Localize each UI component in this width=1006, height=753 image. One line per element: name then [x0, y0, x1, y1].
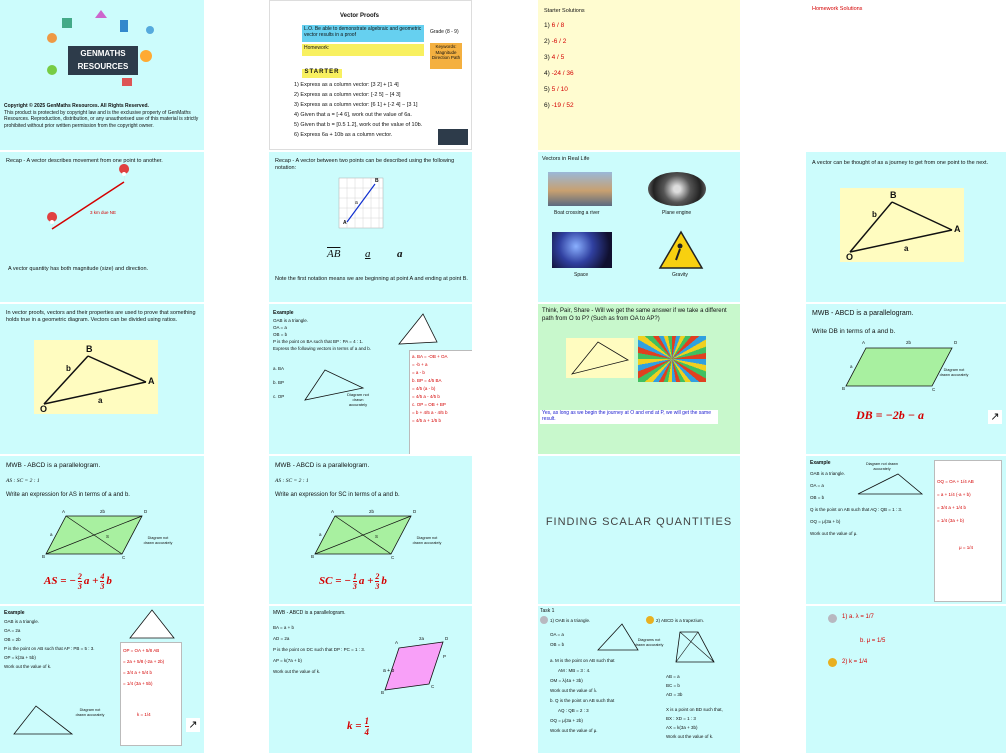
- sol-6-label: 6): [544, 102, 550, 109]
- mwb-sc-d1: 3: [352, 582, 357, 591]
- example1-line-3: OB = b: [273, 332, 288, 337]
- example1-line-4: P is the point on BA such that BP : PA = 4 : 1.: [273, 339, 364, 344]
- mwb-k-lhs: k =: [347, 719, 362, 732]
- copyright-body: This product is protected by copyright law and is the exclusive property of GenMaths Resources. Reproduction, distribution, or any unauthorised use of this material is strictly prohibited without prior written permission from the copyright owner.: [4, 110, 199, 129]
- mwb-k-diagram: [269, 606, 472, 753]
- ex2-ans-3: = 3/4 a + 1/4 b: [937, 505, 967, 510]
- slide-real-life: [538, 152, 740, 302]
- keywords-box: Keywords: Magnitude Direction Path: [430, 43, 462, 69]
- proofs-o: O: [40, 404, 48, 414]
- example3-line-5: OP = k(3a + 5b): [4, 655, 36, 660]
- journey-diagram: [806, 152, 1006, 302]
- starburst-image: [638, 336, 706, 382]
- task1-q1-1: 1) OAB is a triangle.: [550, 618, 591, 623]
- mwb-sc-label-vec-a: a: [319, 532, 322, 537]
- task1-q2-8: Work out the value of k.: [666, 734, 714, 739]
- task1-q1-2: OA = a: [550, 632, 564, 637]
- ex1-ans-4: b. BP = 4/5 BA: [412, 378, 442, 383]
- slide-recap-2: [269, 152, 472, 302]
- mwb-as-question: Write an expression for AS in terms of a and b.: [6, 492, 130, 498]
- task1-q2-6: BX : XD = 1 : 3: [666, 716, 696, 721]
- mwb-db-title: MWB - ABCD is a parallelogram.: [812, 310, 914, 317]
- lo-box: L.O. Be able to demonstrate algebraic and geometric vector results in a proof: [302, 25, 424, 42]
- mwb-k-label-d: D: [445, 636, 449, 641]
- sol-4-value: -24 / 36: [551, 70, 574, 77]
- mwb-sc-n2: 2: [375, 572, 380, 581]
- sol-5-value: 5 / 10: [551, 86, 568, 93]
- ex1-ans-5: = 4/5 (a - b): [412, 386, 436, 391]
- finding-scalar-title: FINDING SCALAR QUANTITIES: [545, 516, 733, 528]
- mwb-sc-label-2b: 2b: [369, 509, 375, 514]
- starter-q5: 5) Given that b = [0.5 1.2], work out the value of 10b.: [294, 122, 423, 128]
- mwb-as-answer: [44, 572, 112, 591]
- example2-answers: [934, 460, 1002, 602]
- notation-2: a: [365, 248, 371, 260]
- small-logo: [438, 129, 468, 145]
- real-life-4: Gravity: [672, 272, 688, 278]
- expand-arrow-icon[interactable]: ↗: [988, 410, 1002, 424]
- sol-4-label: 4): [544, 70, 550, 77]
- sol-3-value: 4 / 5: [551, 54, 565, 61]
- example1-answers: [409, 350, 472, 454]
- mwb-k-line-3: P is the point on DC such that DP : PC = 1 : 3.: [273, 647, 366, 652]
- example2-title: Example: [810, 460, 831, 466]
- copyright-title: Copyright © 2025 GenMaths Resources. All Rights Reserved.: [4, 103, 149, 109]
- example1-part-a: a. BA: [273, 366, 285, 371]
- task1-q2-3: BC = b: [666, 683, 680, 688]
- mwb-as-note: Diagram not drawn accurately: [143, 536, 173, 545]
- mwb-as-d1: 3: [77, 582, 82, 591]
- ex1-ans-9: = 4/5 a + 1/5 b: [412, 418, 442, 423]
- brand-name-2: RESOURCES: [77, 62, 129, 71]
- journey-vec-b: b: [872, 210, 877, 219]
- task1-q1-5: AM : MB = 3 : 4.: [558, 668, 591, 673]
- task1-q1-10: OQ = μ(3a + 2b): [550, 718, 583, 723]
- real-life-2: Plane engine: [662, 210, 692, 216]
- mwb-k-line-1: BA = a + b: [273, 625, 295, 630]
- mwb-k-label-2a: 2a: [419, 636, 425, 641]
- slide-journey: [806, 152, 1006, 302]
- mwb-as-ratio: AS : SC = 2 : 1: [6, 478, 40, 484]
- example3-note: Diagram not drawn accurately: [75, 708, 105, 717]
- task1-q1-11: Work out the value of μ.: [550, 728, 598, 733]
- title-text: Vector Proofs: [340, 13, 380, 19]
- example3-answers: [120, 642, 182, 746]
- task-sol-3: 2) k = 1/4: [842, 659, 868, 665]
- example2-line-1: OAB is a triangle.: [810, 471, 846, 476]
- example2-line-5: OQ = μ(3a + b): [810, 519, 841, 524]
- grade-label: Grade (8 - 9): [430, 29, 459, 35]
- homework-box: Homework:: [302, 44, 424, 56]
- ex3-ans-4: = 1/4 (3a + 5b): [123, 681, 153, 686]
- slide-task-1: [538, 606, 740, 753]
- mwb-as-n2: 4: [100, 572, 105, 581]
- sol-6-value: -19 / 52: [551, 102, 574, 109]
- proofs-b: B: [86, 344, 93, 354]
- starter-q3: 3) Express as a column vector: [6 1] + [-2 4] − [3 1]: [294, 102, 418, 108]
- recap2-label-b: B: [375, 178, 379, 184]
- task1-q1-3: OB = b: [550, 642, 565, 647]
- slide-mwb-sc: [269, 456, 472, 604]
- journey-a: A: [954, 224, 961, 234]
- ex1-ans-1: a. BA = -OB + OA: [412, 354, 448, 359]
- proofs-a: A: [148, 376, 155, 386]
- mwb-as-label-d: D: [144, 509, 148, 514]
- example2-line-2: OA = a: [810, 483, 824, 488]
- recap1-label: 3 km due NE: [90, 210, 117, 215]
- mwb-k-answer: [347, 716, 369, 737]
- slide-mwb-as: [0, 456, 204, 604]
- mwb-k-label-a: A: [395, 640, 399, 645]
- space-image: [552, 232, 612, 268]
- task-sol-1: 1) a. λ = 1/7: [842, 614, 874, 620]
- brand-logo: [68, 46, 138, 75]
- recap1-footer: A vector quantity has both magnitude (size) and direction.: [8, 266, 149, 272]
- mwb-as-label-s: S: [106, 534, 110, 539]
- sol-3-label: 3): [544, 54, 550, 61]
- ex1-ans-7: c. OP = OB + BP: [412, 402, 446, 407]
- slide-homework-solutions: [806, 0, 1006, 150]
- task1-q1-4: a. M is the point on AB such that: [550, 658, 615, 663]
- task-sol-2: b. μ = 1/5: [860, 638, 886, 644]
- think-pair-answer-text: Yes, as long as we begin the journey at O and end at P, we will get the same result.: [542, 410, 711, 423]
- homework-solutions-title: Homework Solutions: [812, 6, 863, 12]
- mwb-db-label-b: B: [842, 386, 846, 391]
- mwb-db-label-c: C: [932, 387, 936, 392]
- slide-proofs-intro: [0, 304, 204, 454]
- example2-line-4: Q is the point on AB such that AQ : QB = 1 : 3.: [810, 507, 903, 512]
- example1-part-c: c. OP: [273, 394, 285, 399]
- mwb-sc-ratio: AS : SC = 2 : 1: [275, 478, 309, 484]
- ex2-ans-2: = a + 1/4 (-a + b): [937, 492, 971, 497]
- mwb-db-question: Write DB in terms of a and b.: [812, 328, 896, 335]
- task1-q2-7: AX = k(3a + 3b): [666, 725, 698, 730]
- mwb-as-title: MWB - ABCD is a parallelogram.: [6, 462, 101, 469]
- mwb-sc-title: MWB - ABCD is a parallelogram.: [275, 462, 370, 469]
- ex3-ans-1: OP = OA + 5/8 AB: [123, 648, 160, 653]
- task1-title: Task 1: [540, 608, 555, 614]
- mwb-k-label-c: C: [431, 684, 435, 689]
- recap2-label-a: A: [343, 220, 347, 226]
- mwb-as-n1: 2: [77, 572, 82, 581]
- real-life-title: Vectors in Real Life: [542, 156, 590, 162]
- mwb-k-line-2: AD = 2a: [273, 636, 290, 641]
- sol-5-label: 5): [544, 86, 550, 93]
- journey-vec-a: a: [904, 244, 909, 253]
- mwb-db-diagram: [806, 304, 1006, 454]
- slide-starter-solutions: [538, 0, 740, 150]
- mwb-db-label-a: A: [862, 340, 866, 345]
- starter-q6: 6) Express 6a + 10b as a column vector.: [294, 132, 393, 138]
- think-pair-title: Think, Pair, Share - Will we get the same answer if we take a different path from O to P? (Such as from OA to AP?): [542, 308, 727, 322]
- slide-think-pair: [538, 304, 740, 454]
- slide-finding-scalar: [538, 456, 740, 604]
- mwb-sc-mid: a +: [358, 574, 374, 587]
- example1-part-b: b. BP: [273, 380, 285, 385]
- mwb-k-label-p: P: [443, 654, 447, 659]
- medal-gold-icon-2: [828, 658, 837, 667]
- real-life-1: Boat crossing a river: [554, 210, 600, 216]
- mwb-k-title: MWB - ABCD is a parallelogram.: [273, 610, 346, 616]
- ex3-ans-2: = 2a + 5/8 (-2a + 2b): [123, 659, 165, 664]
- example1-title: Example: [273, 310, 294, 316]
- medal-gold-icon: [646, 616, 654, 624]
- notation-3: a: [397, 248, 403, 260]
- journey-o: O: [846, 252, 854, 262]
- starter-solutions-title: Starter Solutions: [544, 8, 585, 14]
- ex3-ans-5: k = 1/4: [137, 712, 151, 717]
- mwb-sc-question: Write an expression for SC in terms of a and b.: [275, 492, 400, 498]
- mwb-db-answer: DB = −2b − a: [856, 408, 925, 422]
- slide-title: [269, 0, 472, 150]
- sol-1-label: 1): [544, 22, 550, 29]
- mwb-k-label-apb: a + b: [383, 668, 395, 674]
- engine-image: [648, 172, 706, 206]
- task1-note: Diagrams not drawn accurately: [634, 638, 664, 647]
- slide-example-1: [269, 304, 472, 454]
- example1-line-1: OAB is a triangle.: [273, 318, 309, 323]
- example3-line-4: P is the point on AB such that AP : PB = 5 : 3.: [4, 646, 95, 651]
- mwb-as-end: b: [106, 574, 112, 587]
- boat-image: [548, 172, 612, 206]
- mwb-db-label-2b: 2b: [906, 340, 912, 345]
- mwb-as-label-b: B: [42, 554, 46, 559]
- ex1-ans-3: = a - b: [412, 370, 425, 375]
- example2-line-6: Work out the value of μ.: [810, 531, 858, 536]
- mwb-as-label-2b: 2b: [100, 509, 106, 514]
- mwb-k-n: 1: [364, 716, 370, 726]
- mwb-as-lhs: AS = −: [44, 574, 76, 587]
- recap1-diagram: [0, 152, 204, 252]
- mwb-db-label-vec-a: a: [850, 364, 853, 369]
- starter-q2: 2) Express as a column vector: [-2 5] − [4 3]: [294, 92, 401, 98]
- ex1-ans-8: = b + 4/5 a - 4/5 b: [412, 410, 448, 415]
- mwb-sc-end: b: [381, 574, 387, 587]
- ex3-ans-3: = 3/4 a + 5/4 b: [123, 670, 153, 675]
- example1-line-5: Express the following vectors in terms of a and b.: [273, 346, 372, 351]
- sol-1-value: 6 / 8: [551, 22, 565, 29]
- mwb-sc-note: Diagram not drawn accurately: [412, 536, 442, 545]
- mwb-sc-answer: [319, 572, 387, 591]
- task1-q1-7: Work out the value of λ.: [550, 688, 598, 693]
- mwb-sc-label-a: A: [331, 509, 335, 514]
- slide-brand: [0, 0, 204, 150]
- mwb-as-label-vec-a: a: [50, 532, 53, 537]
- mwb-sc-label-s: S: [375, 534, 379, 539]
- task1-q1-8: b. Q is the point on AB such that: [550, 698, 615, 703]
- mwb-as-mid: a +: [83, 574, 99, 587]
- ex1-ans-2: = -b + a: [412, 362, 428, 367]
- example1-line-2: OA = a: [273, 325, 287, 330]
- journey-title: A vector can be thought of as a journey to get from one point to the next.: [812, 160, 989, 166]
- recap2-footer: Note the first notation means we are beginning at point A and ending at point B.: [275, 276, 468, 282]
- example2-line-3: OB = b: [810, 495, 825, 500]
- ex2-ans-5: μ = 1/4: [959, 545, 973, 550]
- task1-q2-1: 2) ABCD is a trapezium.: [656, 618, 705, 623]
- starter-q4: 4) Given that a = [-4 6], work out the value of 6a.: [294, 112, 412, 118]
- expand-arrow-icon-2[interactable]: ↗: [186, 718, 200, 732]
- slide-mwb-db: [806, 304, 1006, 454]
- mwb-as-d2: 3: [100, 582, 105, 591]
- proofs-vec-a: a: [98, 396, 103, 405]
- slide-recap-1: [0, 152, 204, 302]
- example2-note: Diagram not drawn accurately: [865, 462, 899, 471]
- ex2-ans-1: OQ = OA + 1/4 AB: [937, 479, 974, 484]
- example1-note: Diagram not drawn accurately: [347, 392, 369, 407]
- mwb-as-label-c: C: [122, 555, 126, 560]
- mwb-k-line-4: AP = k(7a + b): [273, 658, 302, 663]
- slide-task-solutions: [806, 606, 1006, 753]
- task1-q2-5: X is a point on BD such that,: [666, 707, 723, 712]
- mwb-sc-d2: 3: [375, 582, 380, 591]
- ex1-ans-6: = 4/5 a - 4/5 b: [412, 394, 440, 399]
- proofs-intro-text: In vector proofs, vectors and their properties are used to prove that something holds true in a geometric diagram. Vectors can be divided using ratios.: [6, 310, 196, 323]
- mwb-sc-label-b: B: [311, 554, 315, 559]
- mwb-db-label-d: D: [954, 340, 958, 345]
- task1-q2-2: AB = a: [666, 674, 680, 679]
- gravity-warning-icon: [658, 230, 704, 270]
- recap2-label-vec: a: [355, 200, 358, 206]
- sol-2-label: 2): [544, 38, 550, 45]
- example3-line-6: Work out the value of k.: [4, 664, 52, 669]
- starter-q1: 1) Express as a column vector: [3 2] + [1 4]: [294, 82, 399, 88]
- example3-line-3: OB = 2b: [4, 637, 21, 642]
- mwb-db-note: Diagram not drawn accurately: [939, 368, 969, 377]
- mwb-k-d: 4: [364, 727, 370, 737]
- recap1-title: Recap - A vector describes movement from one point to another.: [6, 158, 163, 164]
- example3-line-1: OAB is a triangle.: [4, 619, 40, 624]
- task1-q2-4: AD = 3b: [666, 692, 683, 697]
- recap2-title: Recap - A vector between two points can be described using the following notation:: [275, 158, 455, 171]
- mwb-as-label-a: A: [62, 509, 66, 514]
- example3-title: Example: [4, 610, 25, 616]
- mwb-sc-label-d: D: [413, 509, 417, 514]
- mwb-sc-n1: 1: [352, 572, 357, 581]
- slide-example-3: [0, 606, 204, 753]
- journey-b: B: [890, 190, 897, 200]
- ex2-ans-4: = 1/4 (3a + b): [937, 518, 965, 523]
- mwb-sc-lhs: SC = −: [319, 574, 351, 587]
- mwb-k-label-b: B: [381, 690, 385, 695]
- example3-line-2: OA = 2a: [4, 628, 21, 633]
- brand-name-1: GENMATHS: [80, 49, 126, 58]
- task1-q1-6: OM = λ(4a + 3b): [550, 678, 583, 683]
- real-life-3: Space: [574, 272, 589, 278]
- sol-2-value: -6 / 2: [551, 38, 567, 45]
- task1-q1-9: AQ : QB = 2 : 3: [558, 708, 589, 713]
- slide-mwb-k: [269, 606, 472, 753]
- starter-banner: STARTER: [302, 69, 342, 78]
- medal-silver-icon-2: [828, 614, 837, 623]
- mwb-sc-label-c: C: [391, 555, 395, 560]
- mwb-k-line-5: Work out the value of k.: [273, 669, 321, 674]
- notation-1: $\overline{AB}$: [327, 248, 341, 260]
- slide-example-2: [806, 456, 1006, 604]
- proofs-diagram: [0, 304, 204, 454]
- proofs-vec-b: b: [66, 364, 71, 373]
